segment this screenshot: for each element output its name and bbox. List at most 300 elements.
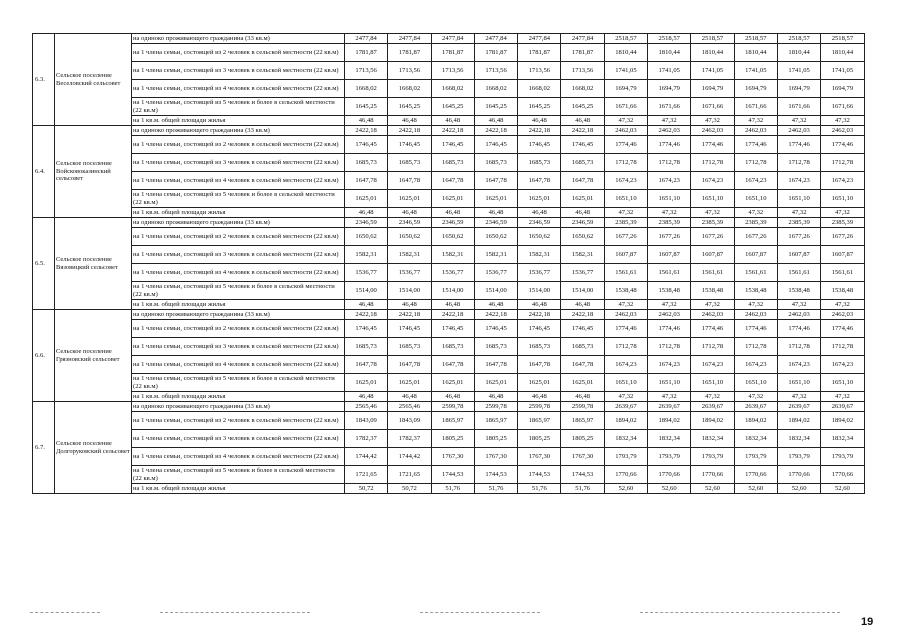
value-cell: 1713,56	[561, 62, 604, 80]
value-cell: 1647,78	[388, 356, 431, 374]
value-cell: 46,48	[474, 392, 517, 402]
value-cell: 1668,02	[345, 80, 388, 98]
value-cell: 2422,18	[345, 310, 388, 320]
value-cell: 2477,84	[388, 34, 431, 44]
value-cell: 1650,62	[561, 228, 604, 246]
value-cell: 1651,10	[777, 374, 820, 392]
value-cell: 46,48	[474, 116, 517, 126]
value-cell: 1894,02	[691, 412, 734, 430]
table-row	[33, 392, 865, 402]
footer-rule	[160, 612, 310, 613]
table-row	[33, 402, 865, 412]
value-cell: 2385,39	[777, 218, 820, 228]
value-cell: 47,32	[777, 116, 820, 126]
value-cell: 1650,62	[345, 228, 388, 246]
value-cell: 1832,34	[691, 430, 734, 448]
value-cell: 1746,45	[474, 320, 517, 338]
value-cell: 1645,25	[561, 98, 604, 116]
value-cell: 1746,45	[388, 136, 431, 154]
row-description: на 1 кв.м. общей площади жилья	[132, 300, 345, 310]
value-cell: 1685,73	[518, 154, 561, 172]
value-cell: 1671,66	[734, 98, 777, 116]
value-cell: 1650,62	[474, 228, 517, 246]
value-cell: 1774,46	[691, 136, 734, 154]
value-cell: 1793,79	[777, 448, 820, 466]
value-cell: 2346,59	[431, 218, 474, 228]
value-cell: 1671,66	[691, 98, 734, 116]
row-description: на 1 члена семьи, состоящей из 2 человек в сельской местности (22 кв.м)	[132, 44, 345, 62]
table-row	[33, 246, 865, 264]
table-row	[33, 98, 865, 116]
value-cell: 1607,87	[821, 246, 864, 264]
value-cell: 1721,65	[388, 466, 431, 484]
value-cell: 1774,46	[777, 136, 820, 154]
section-number: 6.7.	[33, 402, 55, 494]
row-description: на 1 члена семьи, состоящей из 5 человек и более в сельской местности (22 кв.м)	[132, 98, 345, 116]
value-cell: 1712,78	[734, 338, 777, 356]
value-cell: 1781,87	[388, 44, 431, 62]
value-cell: 1582,31	[474, 246, 517, 264]
value-cell: 1651,10	[777, 190, 820, 208]
value-cell: 1832,34	[648, 430, 691, 448]
value-cell: 1677,26	[821, 228, 864, 246]
value-cell: 1651,10	[734, 374, 777, 392]
value-cell: 1712,78	[821, 338, 864, 356]
row-description: на одиноко проживающего гражданина (33 кв.м)	[132, 218, 345, 228]
value-cell: 1793,79	[734, 448, 777, 466]
value-cell: 1832,34	[734, 430, 777, 448]
value-cell: 1805,25	[474, 430, 517, 448]
value-cell: 1894,02	[821, 412, 864, 430]
value-cell: 1607,87	[777, 246, 820, 264]
value-cell: 2346,59	[561, 218, 604, 228]
value-cell: 1712,78	[604, 338, 647, 356]
value-cell: 2462,03	[648, 126, 691, 136]
value-cell: 1625,01	[474, 190, 517, 208]
value-cell: 1536,77	[388, 264, 431, 282]
value-cell: 1712,78	[648, 338, 691, 356]
value-cell: 1677,26	[777, 228, 820, 246]
value-cell: 47,32	[691, 116, 734, 126]
value-cell: 1651,10	[604, 190, 647, 208]
row-description: на 1 кв.м. общей площади жилья	[132, 484, 345, 494]
table-row	[33, 310, 865, 320]
value-cell: 1645,25	[388, 98, 431, 116]
value-cell: 1674,23	[648, 172, 691, 190]
value-cell: 2385,39	[734, 218, 777, 228]
value-cell: 2639,67	[691, 402, 734, 412]
value-cell: 1712,78	[648, 154, 691, 172]
value-cell: 47,32	[604, 392, 647, 402]
value-cell: 1767,30	[474, 448, 517, 466]
value-cell: 1582,31	[561, 246, 604, 264]
value-cell: 1536,77	[474, 264, 517, 282]
table-row	[33, 448, 865, 466]
value-cell: 1651,10	[604, 374, 647, 392]
value-cell: 1685,73	[474, 338, 517, 356]
table-body	[33, 34, 865, 494]
value-cell: 1713,56	[518, 62, 561, 80]
value-cell: 1782,37	[345, 430, 388, 448]
value-cell: 1744,53	[561, 466, 604, 484]
value-cell: 1746,45	[474, 136, 517, 154]
value-cell: 2462,03	[604, 310, 647, 320]
value-cell: 1651,10	[648, 374, 691, 392]
value-cell: 1712,78	[777, 338, 820, 356]
value-cell: 1865,97	[474, 412, 517, 430]
value-cell: 47,32	[734, 392, 777, 402]
value-cell: 1767,30	[561, 448, 604, 466]
value-cell: 47,32	[821, 300, 864, 310]
value-cell: 2477,84	[474, 34, 517, 44]
row-description: на одиноко проживающего гражданина (33 кв.м)	[132, 310, 345, 320]
value-cell: 2422,18	[518, 310, 561, 320]
value-cell: 1674,23	[691, 172, 734, 190]
value-cell: 1713,56	[345, 62, 388, 80]
value-cell: 1685,73	[561, 154, 604, 172]
value-cell: 2599,78	[561, 402, 604, 412]
row-description: на 1 члена семьи, состоящей из 4 человек в сельской местности (22 кв.м)	[132, 448, 345, 466]
value-cell: 1625,01	[561, 190, 604, 208]
settlement-name: Сельское поселение Войсковоказинский сельсовет	[55, 126, 132, 218]
table-row	[33, 190, 865, 208]
value-cell: 1514,00	[474, 282, 517, 300]
footer-rule	[640, 612, 840, 613]
value-cell: 1774,46	[604, 136, 647, 154]
value-cell: 1674,23	[691, 356, 734, 374]
value-cell: 1832,34	[821, 430, 864, 448]
value-cell: 47,32	[734, 116, 777, 126]
table-row	[33, 282, 865, 300]
value-cell: 1625,01	[474, 374, 517, 392]
value-cell: 1685,73	[431, 338, 474, 356]
row-description: на одиноко проживающего гражданина (33 кв.м)	[132, 34, 345, 44]
value-cell: 1538,48	[648, 282, 691, 300]
value-cell: 2639,67	[734, 402, 777, 412]
value-cell: 1625,01	[345, 190, 388, 208]
table-row	[33, 208, 865, 218]
value-cell: 1741,05	[777, 62, 820, 80]
value-cell: 1685,73	[388, 154, 431, 172]
value-cell: 2477,84	[431, 34, 474, 44]
row-description: на 1 члена семьи, состоящей из 5 человек и более в сельской местности (22 кв.м)	[132, 282, 345, 300]
value-cell: 1781,87	[431, 44, 474, 62]
value-cell: 1746,45	[345, 320, 388, 338]
value-cell: 2639,67	[604, 402, 647, 412]
value-cell: 1645,25	[431, 98, 474, 116]
value-cell: 46,48	[345, 116, 388, 126]
value-cell: 46,48	[561, 208, 604, 218]
value-cell: 46,48	[388, 208, 431, 218]
value-cell: 47,32	[604, 116, 647, 126]
value-cell: 51,76	[518, 484, 561, 494]
value-cell: 1694,79	[777, 80, 820, 98]
value-cell: 52,60	[691, 484, 734, 494]
value-cell: 2422,18	[388, 126, 431, 136]
value-cell: 1774,46	[734, 320, 777, 338]
row-description: на 1 члена семьи, состоящей из 2 человек в сельской местности (22 кв.м)	[132, 136, 345, 154]
value-cell: 1561,61	[648, 264, 691, 282]
value-cell: 1647,78	[561, 172, 604, 190]
value-cell: 1793,79	[648, 448, 691, 466]
value-cell: 1538,48	[777, 282, 820, 300]
value-cell: 52,60	[648, 484, 691, 494]
value-cell: 1674,23	[777, 356, 820, 374]
value-cell: 1647,78	[388, 172, 431, 190]
value-cell: 1536,77	[561, 264, 604, 282]
value-cell: 1774,46	[648, 136, 691, 154]
value-cell: 1713,56	[388, 62, 431, 80]
value-cell: 50,72	[388, 484, 431, 494]
value-cell: 1894,02	[604, 412, 647, 430]
value-cell: 2422,18	[388, 310, 431, 320]
value-cell: 2422,18	[474, 126, 517, 136]
value-cell: 1865,97	[431, 412, 474, 430]
value-cell: 1843,09	[388, 412, 431, 430]
row-description: на 1 члена семьи, состоящей из 3 человек в сельской местности (22 кв.м)	[132, 430, 345, 448]
value-cell: 46,48	[431, 116, 474, 126]
value-cell: 46,48	[431, 392, 474, 402]
value-cell: 1582,31	[345, 246, 388, 264]
value-cell: 46,48	[431, 208, 474, 218]
value-cell: 1712,78	[691, 154, 734, 172]
value-cell: 1647,78	[518, 172, 561, 190]
table-row	[33, 80, 865, 98]
table-row	[33, 126, 865, 136]
value-cell: 1647,78	[561, 356, 604, 374]
value-cell: 2422,18	[561, 126, 604, 136]
value-cell: 1647,78	[345, 356, 388, 374]
value-cell: 1694,79	[648, 80, 691, 98]
value-cell: 1538,48	[734, 282, 777, 300]
value-cell: 2477,84	[561, 34, 604, 44]
table-row	[33, 218, 865, 228]
value-cell: 1712,78	[777, 154, 820, 172]
table-row	[33, 44, 865, 62]
value-cell: 1650,62	[518, 228, 561, 246]
value-cell: 1770,66	[648, 466, 691, 484]
row-description: на 1 члена семьи, состоящей из 3 человек в сельской местности (22 кв.м)	[132, 154, 345, 172]
value-cell: 1536,77	[345, 264, 388, 282]
value-cell: 1625,01	[345, 374, 388, 392]
value-cell: 1561,61	[604, 264, 647, 282]
settlement-name: Сельское поселение Вязовицкий сельсовет	[55, 218, 132, 310]
value-cell: 1582,31	[388, 246, 431, 264]
value-cell: 47,32	[604, 300, 647, 310]
value-cell: 2462,03	[734, 310, 777, 320]
value-cell: 47,32	[734, 208, 777, 218]
value-cell: 1741,05	[648, 62, 691, 80]
table-row	[33, 62, 865, 80]
value-cell: 1685,73	[518, 338, 561, 356]
housing-price-table	[32, 33, 865, 494]
value-cell: 1582,31	[431, 246, 474, 264]
value-cell: 1671,66	[648, 98, 691, 116]
row-description: на 1 члена семьи, состоящей из 2 человек в сельской местности (22 кв.м)	[132, 228, 345, 246]
value-cell: 1674,23	[734, 172, 777, 190]
value-cell: 2639,67	[777, 402, 820, 412]
value-cell: 1538,48	[604, 282, 647, 300]
value-cell: 2385,39	[604, 218, 647, 228]
value-cell: 1810,44	[604, 44, 647, 62]
value-cell: 1805,25	[518, 430, 561, 448]
row-description: на 1 члена семьи, состоящей из 5 человек и более в сельской местности (22 кв.м)	[132, 466, 345, 484]
value-cell: 47,32	[821, 392, 864, 402]
value-cell: 1561,61	[777, 264, 820, 282]
value-cell: 46,48	[388, 392, 431, 402]
table-row	[33, 338, 865, 356]
value-cell: 1671,66	[604, 98, 647, 116]
value-cell: 1770,66	[734, 466, 777, 484]
value-cell: 1674,23	[821, 172, 864, 190]
value-cell: 1741,05	[604, 62, 647, 80]
value-cell: 1746,45	[518, 136, 561, 154]
value-cell: 1514,00	[561, 282, 604, 300]
value-cell: 1694,79	[604, 80, 647, 98]
table-row	[33, 374, 865, 392]
row-description: на 1 члена семьи, состоящей из 3 человек в сельской местности (22 кв.м)	[132, 62, 345, 80]
value-cell: 1651,10	[691, 190, 734, 208]
value-cell: 1774,46	[734, 136, 777, 154]
value-cell: 2422,18	[345, 126, 388, 136]
value-cell: 47,32	[691, 300, 734, 310]
value-cell: 1668,02	[431, 80, 474, 98]
value-cell: 1677,26	[691, 228, 734, 246]
section-number: 6.3.	[33, 34, 55, 126]
value-cell: 1694,79	[734, 80, 777, 98]
value-cell: 1810,44	[777, 44, 820, 62]
value-cell: 1582,31	[518, 246, 561, 264]
value-cell: 1832,34	[777, 430, 820, 448]
table-row	[33, 466, 865, 484]
value-cell: 2422,18	[474, 310, 517, 320]
value-cell: 47,32	[648, 300, 691, 310]
value-cell: 1746,45	[561, 136, 604, 154]
table-row	[33, 154, 865, 172]
value-cell: 1674,23	[604, 356, 647, 374]
value-cell: 1865,97	[561, 412, 604, 430]
value-cell: 46,48	[345, 392, 388, 402]
value-cell: 1746,45	[561, 320, 604, 338]
value-cell: 1625,01	[518, 374, 561, 392]
value-cell: 1685,73	[474, 154, 517, 172]
value-cell: 1647,78	[345, 172, 388, 190]
value-cell: 1625,01	[561, 374, 604, 392]
value-cell: 1651,10	[821, 374, 864, 392]
value-cell: 1810,44	[648, 44, 691, 62]
value-cell: 1607,87	[734, 246, 777, 264]
value-cell: 1674,23	[777, 172, 820, 190]
value-cell: 46,48	[431, 300, 474, 310]
value-cell: 1894,02	[734, 412, 777, 430]
value-cell: 47,32	[821, 116, 864, 126]
value-cell: 1746,45	[431, 136, 474, 154]
value-cell: 2346,59	[474, 218, 517, 228]
value-cell: 2346,59	[388, 218, 431, 228]
value-cell: 1744,53	[518, 466, 561, 484]
section-number: 6.4.	[33, 126, 55, 218]
value-cell: 2599,78	[431, 402, 474, 412]
value-cell: 1647,78	[431, 356, 474, 374]
value-cell: 47,32	[691, 208, 734, 218]
value-cell: 2422,18	[561, 310, 604, 320]
value-cell: 1645,25	[518, 98, 561, 116]
value-cell: 1674,23	[821, 356, 864, 374]
value-cell: 2477,84	[345, 34, 388, 44]
value-cell: 1793,79	[821, 448, 864, 466]
table-row	[33, 320, 865, 338]
value-cell: 1712,78	[821, 154, 864, 172]
value-cell: 1832,34	[604, 430, 647, 448]
value-cell: 1685,73	[388, 338, 431, 356]
value-cell: 1774,46	[821, 320, 864, 338]
table-row	[33, 116, 865, 126]
row-description: на 1 члена семьи, состоящей из 5 человек и более в сельской местности (22 кв.м)	[132, 190, 345, 208]
value-cell: 1538,48	[821, 282, 864, 300]
value-cell: 47,32	[734, 300, 777, 310]
value-cell: 1721,65	[345, 466, 388, 484]
value-cell: 51,76	[561, 484, 604, 494]
value-cell: 1774,46	[648, 320, 691, 338]
value-cell: 1712,78	[734, 154, 777, 172]
table-row	[33, 356, 865, 374]
value-cell: 1781,87	[518, 44, 561, 62]
row-description: на 1 кв.м. общей площади жилья	[132, 392, 345, 402]
value-cell: 2599,78	[474, 402, 517, 412]
value-cell: 1514,00	[345, 282, 388, 300]
value-cell: 1536,77	[431, 264, 474, 282]
footer-rule	[30, 612, 100, 613]
value-cell: 46,48	[561, 392, 604, 402]
value-cell: 46,48	[561, 116, 604, 126]
value-cell: 1810,44	[691, 44, 734, 62]
value-cell: 1677,26	[604, 228, 647, 246]
value-cell: 1744,53	[474, 466, 517, 484]
value-cell: 2462,03	[777, 310, 820, 320]
value-cell: 1744,42	[388, 448, 431, 466]
value-cell: 47,32	[777, 392, 820, 402]
row-description: на 1 члена семьи, состоящей из 3 человек в сельской местности (22 кв.м)	[132, 338, 345, 356]
value-cell: 1781,87	[561, 44, 604, 62]
value-cell: 46,48	[345, 300, 388, 310]
value-cell: 2462,03	[821, 310, 864, 320]
value-cell: 1514,00	[388, 282, 431, 300]
value-cell: 1674,23	[604, 172, 647, 190]
value-cell: 47,32	[648, 392, 691, 402]
row-description: на 1 члена семьи, состоящей из 3 человек в сельской местности (22 кв.м)	[132, 246, 345, 264]
footer-rule	[420, 612, 540, 613]
row-description: на 1 члена семьи, состоящей из 4 человек в сельской местности (22 кв.м)	[132, 356, 345, 374]
table-row	[33, 136, 865, 154]
value-cell: 46,48	[474, 300, 517, 310]
value-cell: 1712,78	[604, 154, 647, 172]
value-cell: 1674,23	[648, 356, 691, 374]
row-description: на 1 кв.м. общей площади жилья	[132, 116, 345, 126]
table-row	[33, 228, 865, 246]
value-cell: 1894,02	[648, 412, 691, 430]
value-cell: 1671,66	[821, 98, 864, 116]
value-cell: 1561,61	[821, 264, 864, 282]
value-cell: 2385,39	[691, 218, 734, 228]
table-row	[33, 484, 865, 494]
value-cell: 1668,02	[388, 80, 431, 98]
section-number: 6.5.	[33, 218, 55, 310]
value-cell: 1625,01	[388, 374, 431, 392]
value-cell: 1514,00	[518, 282, 561, 300]
price-table-sheet	[32, 33, 865, 494]
value-cell: 50,72	[345, 484, 388, 494]
value-cell: 1561,61	[691, 264, 734, 282]
